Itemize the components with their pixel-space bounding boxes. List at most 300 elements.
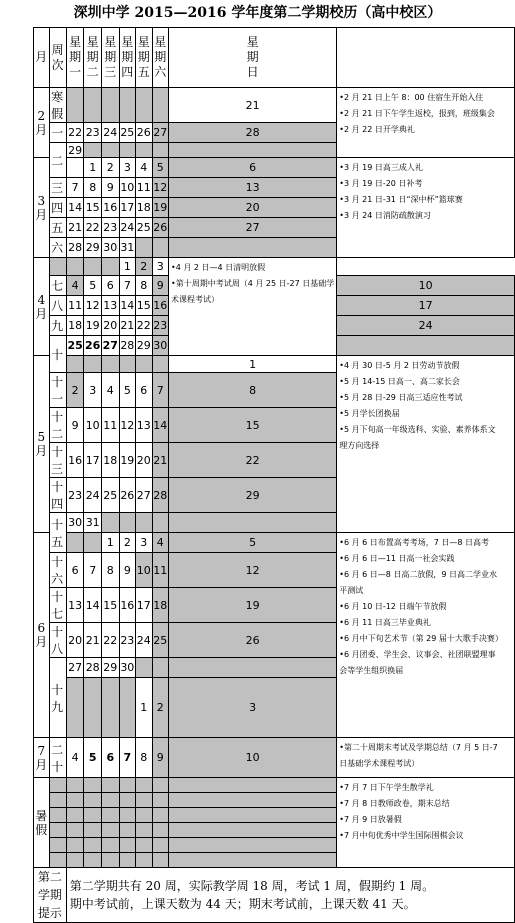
day-cell: 30 xyxy=(101,238,119,258)
notes-jul xyxy=(337,738,515,778)
day-cell xyxy=(101,88,119,123)
note-line: 术课程考试） xyxy=(170,295,219,304)
summer-cell xyxy=(152,793,168,808)
day-cell xyxy=(136,658,152,678)
day-cell: 7 xyxy=(84,553,102,588)
day-cell: 26 xyxy=(136,123,152,143)
note-line: •7 月 7 日下午学生散学礼 xyxy=(339,783,434,792)
day-cell: 26 xyxy=(152,218,168,238)
summer-cell xyxy=(49,823,66,838)
day-cell: 18 xyxy=(152,588,168,623)
day-cell xyxy=(119,678,135,738)
day-cell: 28 xyxy=(84,658,102,678)
summer-cell xyxy=(119,823,135,838)
week-label: 十四 xyxy=(49,478,66,513)
day-cell xyxy=(168,143,336,158)
day-cell: 7 xyxy=(119,738,135,778)
day-cell: 5 xyxy=(168,533,336,553)
day-cell: 8 xyxy=(168,373,336,408)
day-cell: 5 xyxy=(119,373,135,408)
day-cell: 13 xyxy=(136,408,152,443)
day-cell: 18 xyxy=(136,198,152,218)
header-week: 周次 xyxy=(49,28,66,88)
notes-feb xyxy=(337,88,515,158)
day-cell xyxy=(152,143,168,158)
day-cell: 17 xyxy=(84,443,102,478)
day-cell: 19 xyxy=(119,443,135,478)
page-title: 深圳中学 2015—2016 学年度第二学期校历（高中校区） xyxy=(73,5,442,21)
day-cell: 2 xyxy=(136,258,152,276)
day-cell xyxy=(119,513,135,533)
day-cell: 9 xyxy=(119,553,135,588)
note-line: •5 月 28 日-29 日高三适应性考试 xyxy=(339,393,463,402)
school-calendar-table xyxy=(33,27,515,923)
day-cell: 14 xyxy=(152,408,168,443)
header-day: 星 期 一 xyxy=(66,28,84,88)
day-cell: 2 xyxy=(66,373,84,408)
day-cell xyxy=(152,88,168,123)
day-cell: 18 xyxy=(101,443,119,478)
note-line: 平测试 xyxy=(339,586,364,595)
day-cell: 12 xyxy=(152,178,168,198)
week-label: 十九 xyxy=(49,658,66,738)
note-line: •6 月中下旬艺术节（第 29 届十大歌手决赛） xyxy=(339,634,503,643)
calendar-row xyxy=(34,533,515,553)
day-cell: 17 xyxy=(136,588,152,623)
note-line: •6 月 6 日—8 日高二放假，9 日高二学业水 xyxy=(339,570,498,579)
notes-mar xyxy=(337,158,515,258)
day-cell xyxy=(337,336,515,356)
day-cell: 5 xyxy=(84,738,102,778)
day-cell: 3 xyxy=(136,533,152,553)
footer-line-2: 期中考试前，上课天数为 44 天；期末考试前，上课天数 41 天。 xyxy=(69,897,416,911)
day-cell: 25 xyxy=(101,478,119,513)
day-cell xyxy=(136,143,152,158)
day-cell: 24 xyxy=(84,478,102,513)
week-label: 寒假 xyxy=(49,88,66,123)
note-line: •7 月 8 日教师政卷，期末总结 xyxy=(339,799,450,808)
summer-cell xyxy=(66,853,84,868)
note-line: •6 月 6 日—11 日高一社会实践 xyxy=(339,554,455,563)
week-label: 十二 xyxy=(49,408,66,443)
day-cell: 20 xyxy=(136,443,152,478)
day-cell: 24 xyxy=(119,218,135,238)
note-line: •2 月 22 日开学典礼 xyxy=(339,125,415,134)
day-cell xyxy=(119,356,135,373)
day-cell: 29 xyxy=(168,478,336,513)
day-cell xyxy=(66,533,84,553)
day-cell: 21 xyxy=(168,88,336,123)
day-cell xyxy=(168,238,336,258)
summer-cell xyxy=(66,808,84,823)
day-cell: 11 xyxy=(152,553,168,588)
week-label: 六 xyxy=(49,238,66,258)
day-cell: 7 xyxy=(119,276,135,296)
summer-cell xyxy=(168,778,336,793)
day-cell: 4 xyxy=(66,276,84,296)
day-cell: 10 xyxy=(337,276,515,296)
summer-cell xyxy=(101,778,119,793)
day-cell: 3 xyxy=(84,373,102,408)
day-cell xyxy=(101,258,119,276)
day-cell: 22 xyxy=(136,316,152,336)
day-cell: 2 xyxy=(101,158,119,178)
day-cell: 24 xyxy=(101,123,119,143)
day-cell: 23 xyxy=(101,218,119,238)
summer-cell xyxy=(168,823,336,838)
month-label: 7 月 xyxy=(34,738,50,778)
day-cell: 19 xyxy=(84,316,102,336)
day-cell: 31 xyxy=(84,513,102,533)
note-line: •5 月学长团换届 xyxy=(339,409,400,418)
day-cell: 28 xyxy=(66,238,84,258)
summer-cell xyxy=(152,838,168,853)
day-cell xyxy=(84,143,102,158)
summer-cell xyxy=(101,793,119,808)
day-cell xyxy=(136,356,152,373)
summer-cell xyxy=(152,853,168,868)
summer-cell xyxy=(152,823,168,838)
summer-cell xyxy=(101,823,119,838)
note-line: •3 月 19 日-20 日补考 xyxy=(339,179,423,188)
header-month: 月 xyxy=(34,28,50,88)
week-label: 十一 xyxy=(49,373,66,408)
summer-cell xyxy=(49,853,66,868)
calendar-row xyxy=(34,738,515,778)
day-cell: 18 xyxy=(66,316,84,336)
day-cell: 25 xyxy=(136,218,152,238)
footer-line-1: 第二学期共有 20 周，实际教学周 18 周，考试 1 周，假期约 1 周。 xyxy=(69,879,435,893)
note-line: 会等学生组织换届 xyxy=(339,666,404,675)
summer-cell xyxy=(136,808,152,823)
day-cell: 21 xyxy=(84,623,102,658)
day-cell xyxy=(66,158,84,178)
day-cell: 30 xyxy=(152,336,168,356)
week-label: 十三 xyxy=(49,443,66,478)
week-label: 七 xyxy=(49,276,66,296)
note-line: •6 月 11 日高三毕业典礼 xyxy=(339,618,431,627)
day-cell: 25 xyxy=(152,623,168,658)
notes-sum xyxy=(337,778,515,868)
day-cell: 10 xyxy=(136,553,152,588)
day-cell: 26 xyxy=(119,478,135,513)
summer-cell xyxy=(168,793,336,808)
calendar-row xyxy=(34,88,515,123)
day-cell: 6 xyxy=(101,738,119,778)
day-cell: 4 xyxy=(66,738,84,778)
week-label: 二十 xyxy=(49,738,66,778)
week-label: 四 xyxy=(49,198,66,218)
day-cell: 28 xyxy=(168,123,336,143)
day-cell: 9 xyxy=(152,276,168,296)
summer-cell xyxy=(49,838,66,853)
day-cell: 22 xyxy=(84,218,102,238)
day-cell: 9 xyxy=(152,738,168,778)
day-cell: 2 xyxy=(119,533,135,553)
day-cell: 19 xyxy=(168,588,336,623)
day-cell: 20 xyxy=(101,316,119,336)
day-cell: 1 xyxy=(168,356,336,373)
day-cell: 10 xyxy=(119,178,135,198)
day-cell xyxy=(66,88,84,123)
day-cell: 7 xyxy=(66,178,84,198)
day-cell: 27 xyxy=(168,218,336,238)
day-cell xyxy=(136,513,152,533)
day-cell: 23 xyxy=(119,623,135,658)
week-label: 十六 xyxy=(49,553,66,588)
day-cell: 11 xyxy=(66,296,84,316)
summer-cell xyxy=(168,853,336,868)
week-label: 八 xyxy=(49,296,66,316)
note-line: •2 月 21 日上午 8：00 住宿生开始入住 xyxy=(339,93,484,102)
week-label: 十五 xyxy=(49,513,66,553)
week-label: 五 xyxy=(49,218,66,238)
day-cell: 21 xyxy=(66,218,84,238)
day-cell: 1 xyxy=(101,533,119,553)
day-cell: 8 xyxy=(136,276,152,296)
day-cell: 27 xyxy=(136,478,152,513)
day-cell: 29 xyxy=(84,238,102,258)
summer-cell xyxy=(136,838,152,853)
day-cell: 30 xyxy=(119,658,135,678)
day-cell: 23 xyxy=(66,478,84,513)
header-notes xyxy=(337,28,515,88)
note-line: •3 月 24 日消防疏散演习 xyxy=(339,211,431,220)
day-cell xyxy=(84,258,102,276)
day-cell: 6 xyxy=(101,276,119,296)
summer-cell xyxy=(101,853,119,868)
day-cell: 6 xyxy=(66,553,84,588)
note-line: •5 月下旬高一年级选科、实验、素养体系文 xyxy=(339,425,496,434)
header-day: 星 期 六 xyxy=(152,28,168,88)
note-line: 日基础学术课程考试） xyxy=(339,759,420,768)
day-cell: 12 xyxy=(119,408,135,443)
day-cell: 7 xyxy=(152,373,168,408)
day-cell: 5 xyxy=(84,276,102,296)
day-cell: 16 xyxy=(152,296,168,316)
summer-cell xyxy=(49,778,66,793)
note-line: •6 月团委、学生会、议事会、社团联盟理事 xyxy=(339,650,496,659)
summer-cell xyxy=(136,778,152,793)
header-day: 星 期 二 xyxy=(84,28,102,88)
day-cell: 5 xyxy=(152,158,168,178)
day-cell xyxy=(84,356,102,373)
header-row xyxy=(34,28,515,88)
day-cell: 16 xyxy=(101,198,119,218)
calendar-row xyxy=(34,158,515,178)
day-cell: 8 xyxy=(136,738,152,778)
note-line: •第十周期中考试周（4 月 25 日-27 日基础学 xyxy=(170,279,335,288)
summer-cell xyxy=(101,838,119,853)
day-cell xyxy=(49,258,66,276)
day-cell: 3 xyxy=(168,678,336,738)
week-label: 十 xyxy=(49,336,66,373)
week-label: 九 xyxy=(49,316,66,336)
day-cell: 29 xyxy=(101,658,119,678)
day-cell: 15 xyxy=(136,296,152,316)
week-label: 十七 xyxy=(49,588,66,623)
calendar-row xyxy=(34,356,515,373)
day-cell: 29 xyxy=(68,143,83,157)
day-cell: 27 xyxy=(101,336,119,356)
summer-cell xyxy=(66,793,84,808)
day-cell xyxy=(136,238,152,258)
day-cell: 15 xyxy=(84,198,102,218)
day-cell xyxy=(152,238,168,258)
day-cell xyxy=(152,513,168,533)
header-day: 星 期 三 xyxy=(101,28,119,88)
day-cell xyxy=(101,513,119,533)
notes-apr xyxy=(168,258,336,356)
day-cell: 4 xyxy=(101,373,119,408)
summer-cell xyxy=(49,808,66,823)
footer-text xyxy=(66,868,514,923)
day-cell: 16 xyxy=(119,588,135,623)
header-day: 星 期 四 xyxy=(119,28,135,88)
header-day: 星 期 日 xyxy=(168,28,336,88)
month-label: 6 月 xyxy=(34,533,50,738)
day-cell: 15 xyxy=(101,588,119,623)
day-cell: 1 xyxy=(119,258,135,276)
footer-row xyxy=(34,868,515,923)
day-cell: 27 xyxy=(152,123,168,143)
summer-cell xyxy=(119,778,135,793)
day-cell xyxy=(152,356,168,373)
summer-cell xyxy=(136,823,152,838)
day-cell: 25 xyxy=(119,123,135,143)
month-label: 暑 假 xyxy=(34,778,50,868)
day-cell: 20 xyxy=(66,623,84,658)
note-line: •4 月 2 日—4 日清明放假 xyxy=(170,263,266,272)
footer-label: 第二学期 提示 xyxy=(34,868,67,923)
day-cell: 8 xyxy=(84,178,102,198)
week-label: 二 xyxy=(49,143,66,178)
day-cell: 16 xyxy=(66,443,84,478)
day-cell: 3 xyxy=(152,258,168,276)
week-label: 三 xyxy=(49,178,66,198)
note-line: •6 月 10 日-12 日端午节放假 xyxy=(339,602,447,611)
day-cell: 28 xyxy=(119,336,135,356)
day-cell: 25 xyxy=(66,336,84,356)
day-cell: 21 xyxy=(119,316,135,336)
week-label: 十八 xyxy=(49,623,66,658)
summer-cell xyxy=(119,853,135,868)
day-cell: 1 xyxy=(84,158,102,178)
summer-cell xyxy=(84,838,102,853)
day-cell: 8 xyxy=(101,553,119,588)
day-cell xyxy=(136,88,152,123)
day-cell: 28 xyxy=(152,478,168,513)
day-cell: 22 xyxy=(101,623,119,658)
day-cell: 10 xyxy=(84,408,102,443)
note-line: •3 月 19 日高三成人礼 xyxy=(339,163,423,172)
summer-cell xyxy=(84,793,102,808)
notes-may xyxy=(337,356,515,533)
day-cell: 11 xyxy=(101,408,119,443)
day-cell xyxy=(101,678,119,738)
day-cell: 6 xyxy=(168,158,336,178)
day-cell: 14 xyxy=(66,198,84,218)
summer-cell xyxy=(84,808,102,823)
day-cell xyxy=(152,658,168,678)
day-cell: 24 xyxy=(136,623,152,658)
notes-jun xyxy=(337,533,515,738)
day-cell: 13 xyxy=(101,296,119,316)
day-cell: 1 xyxy=(136,678,152,738)
day-cell: 4 xyxy=(152,533,168,553)
day-cell: 24 xyxy=(337,316,515,336)
summer-cell xyxy=(136,793,152,808)
day-cell: 23 xyxy=(84,123,102,143)
summer-cell xyxy=(168,838,336,853)
day-cell xyxy=(66,356,84,373)
day-cell xyxy=(66,678,84,738)
day-cell: 9 xyxy=(66,408,84,443)
note-line: •7 月 9 日放暑假 xyxy=(339,815,402,824)
week-label: 一 xyxy=(49,123,66,143)
day-cell: 15 xyxy=(168,408,336,443)
day-cell xyxy=(168,513,336,533)
day-cell: 12 xyxy=(168,553,336,588)
summer-row xyxy=(34,778,515,793)
day-cell xyxy=(168,658,336,678)
summer-cell xyxy=(152,808,168,823)
summer-cell xyxy=(168,808,336,823)
note-line: 理方向选择 xyxy=(339,441,380,450)
day-cell: 13 xyxy=(168,178,336,198)
day-cell: 31 xyxy=(119,238,135,258)
day-cell: 29 xyxy=(136,336,152,356)
day-cell: 10 xyxy=(168,738,336,778)
day-cell: 26 xyxy=(84,336,102,356)
note-line: •4 月 30 日-5 月 2 日劳动节放假 xyxy=(339,361,460,370)
day-cell: 14 xyxy=(84,588,102,623)
day-cell xyxy=(101,356,119,373)
note-line: •3 月 21 日-31 日“深中杯”篮球赛 xyxy=(339,195,463,204)
summer-cell xyxy=(84,778,102,793)
summer-cell xyxy=(66,778,84,793)
note-line: •6 月 6 日布置高考考场，7 日—8 日高考 xyxy=(339,538,490,547)
summer-cell xyxy=(66,838,84,853)
day-cell xyxy=(119,88,135,123)
summer-cell xyxy=(84,823,102,838)
note-line: •第二十周期末考试及学期总结（7 月 5 日-7 xyxy=(339,743,498,752)
day-cell: 4 xyxy=(136,158,152,178)
header-day: 星 期 五 xyxy=(136,28,152,88)
month-label: 2 月 xyxy=(34,88,50,158)
summer-cell xyxy=(49,793,66,808)
note-line: •5 月 14-15 日高一、高二家长会 xyxy=(339,377,460,386)
note-line: •2 月 21 日下午学生返校，报到，班级集会 xyxy=(339,109,495,118)
day-cell: 22 xyxy=(168,443,336,478)
day-cell: 30 xyxy=(66,513,84,533)
day-cell: 12 xyxy=(84,296,102,316)
summer-cell xyxy=(101,808,119,823)
day-cell: 3 xyxy=(119,158,135,178)
day-cell: 23 xyxy=(152,316,168,336)
summer-cell xyxy=(136,853,152,868)
day-cell: 22 xyxy=(66,123,84,143)
day-cell xyxy=(84,88,102,123)
day-cell: 17 xyxy=(337,296,515,316)
day-cell xyxy=(84,533,102,553)
day-cell: 17 xyxy=(119,198,135,218)
calendar-row xyxy=(34,258,515,276)
day-cell: 21 xyxy=(152,443,168,478)
day-cell xyxy=(66,258,84,276)
summer-cell xyxy=(119,808,135,823)
summer-cell xyxy=(84,853,102,868)
